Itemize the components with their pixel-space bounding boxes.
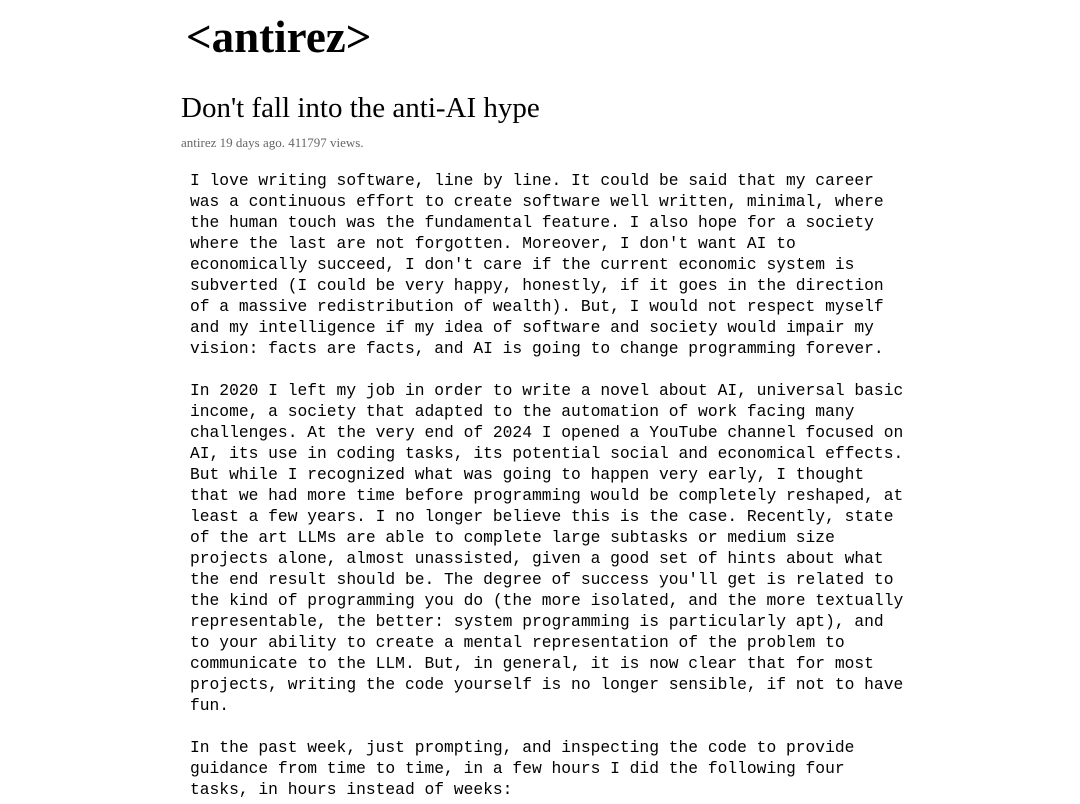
author-link[interactable]: antirez bbox=[181, 135, 217, 150]
post-paragraph-1: I love writing software, line by line. It could be said that my career was a continuous effort to create software well written, minimal, where the human touch was the fundamental feature. I also hope for a society where the last are not forgotten. Moreover, I don't want AI to economically succeed, I don't care if the current economic system is subverted (I could be very happy, honestly, if it goes in the direction of a massive redistribution of wealth). But, I would not respect myself and my intelligence if my idea of software and society would impair my vision: facts are facts, and AI is going to change programming forever. bbox=[190, 171, 884, 358]
post-title[interactable]: Don't fall into the anti-AI hype bbox=[181, 92, 540, 124]
post-paragraph-2: In 2020 I left my job in order to write a novel about AI, universal basic income, a society that adapted to the automation of work facing many challenges. At the very end of 2024 I opened a YouTube channel focused on AI, its use in coding tasks, its potential social and economical effects. But while I recognized what was going to happen very early, I thought that we had more time before programming would be completely reshaped, at least a few years. I no longer believe this is the case. Recently, state of the art LLMs are able to complete large subtasks or medium size projects alone, almost unassisted, given a good set of hints about what the end result should be. The degree of success you'll get is related to the kind of programming you do (the more isolated, and the more textually representable, the better: system programming is particularly apt), and to your ability to create a mental representation of the problem to communicate to the LLM. But, in general, it is now clear that for most projects, writing the code yourself is no longer sensible, if not to have fun. bbox=[190, 381, 904, 715]
post-age: 19 days ago. bbox=[219, 135, 285, 150]
site-logo-link[interactable]: <antirez> bbox=[186, 12, 372, 62]
post-meta bbox=[181, 134, 364, 152]
post-body bbox=[190, 170, 930, 804]
post-views: 411797 views. bbox=[288, 135, 364, 150]
post-paragraph-3: In the past week, just prompting, and inspecting the code to provide guidance from time to time, in a few hours I did the following four tasks, in hours instead of weeks: bbox=[190, 738, 855, 799]
